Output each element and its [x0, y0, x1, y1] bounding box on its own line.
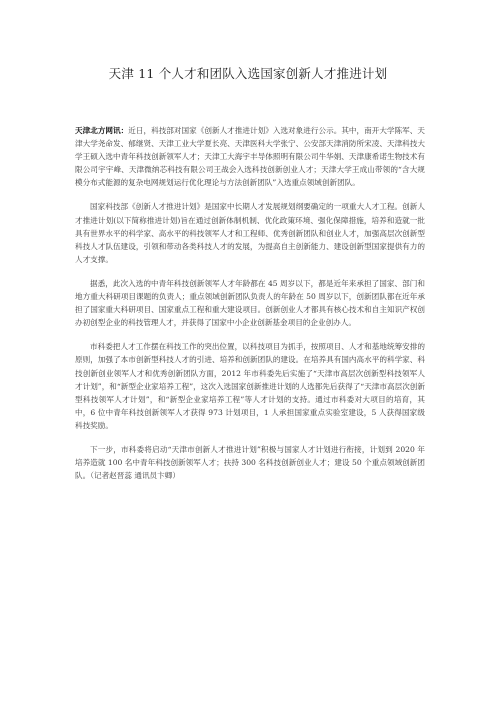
paragraph-1-text: 近日，科技部对国家《创新人才推进计划》入选对象进行公示。其中，南开大学陈军、天津大学尧命发、郁继贤、天津工业大学夏长亮、天津医科大学张宁、公安部天津消防所宋凌、天津科技大学王硕入选中青年科技创新领军人才；天津工大海宇丰导体照明有限公司牛华娟、天津康希诺生物技术有限公司宇宇峰、天津微纳芯科技有限公司王战会入选科技创新创业人才；天津大学王成山带领的“含大规模分布式能源的复杂电网规划运行优化理论与方法创新团队”入选重点领域创新团队。: [75, 126, 425, 188]
paragraph-5: 下一步，市科委将启动“天津市创新人才推进计划”积极与国家人才计划进行衔接，计划到 2020 年培养造就 100 名中青年科技创新领军人才；扶持 300 名科技创新创业人才；建设 50 个重点领域创新团队。（记者赵晋蕊 通讯员卞卿）: [75, 444, 425, 481]
source-label: 天津北方网讯：: [75, 126, 129, 135]
article-title: 天津 11 个人才和团队入选国家创新人才推进计划: [108, 66, 388, 81]
paragraph-2: 国家科技部《创新人才推进计划》是国家中长期人才发展规划纲要确定的一项重大人才工程。创新人才推进计划(以下简称推进计划)旨在通过创新体制机制、优化政策环境、强化保障措施，培养和造就一批具有世界水平的科学家、高水平的科技领军人才和工程师、优秀创新团队和创业人才，加强高层次创新型科技人才队伍建设，引领和带动各类科技人才的发展，为提高自主创新能力、建设创新型国家提供有力的人才支撑。: [75, 202, 425, 264]
paragraph-4: 市科委把人才工作摆在科技工作的突出位置，以科技项目为抓手，按照项目、人才和基地统筹安排的原则，加强了本市创新型科技人才的引进、培养和创新团队的建设。在培养具有国内高水平的科学家、科技创新创业领军人才和优秀创新团队方面，2012 年市科委先后实施了“天津市高层次创新型科技领军人才计划”，和“新型企业家培养工程”，这次入选国家创新推进计划的人选都先后获得了“天津市高层次创新型科技领军人才计划”，和“新型企业家培养工程”等人才计划的支持。通过市科委对大项目的培育，其中，6 位中青年科技创新领军人才获得 973 计划项目，1 人承担国家重点实验室建设，5 人获得国家级科技奖励。: [75, 342, 425, 430]
paragraph-3: 据悉，此次入选的中青年科技创新领军人才年龄都在 45 周岁以下，都是近年来承担了国家、部门和地方重大科研项目课题的负责人；重点领域创新团队负责人的年龄在 50 周岁以下，创新团队都在近年承担了国家重大科研项目、国家重点工程和重大建设项目。创新创业人才都具有核心技术和自主知识产权创办初创型企业的科技管理人才，并获得了国家中小企业创新基金项目的企业创办人。: [75, 278, 425, 328]
article-body: [75, 124, 425, 493]
paragraph-1: [75, 124, 425, 189]
